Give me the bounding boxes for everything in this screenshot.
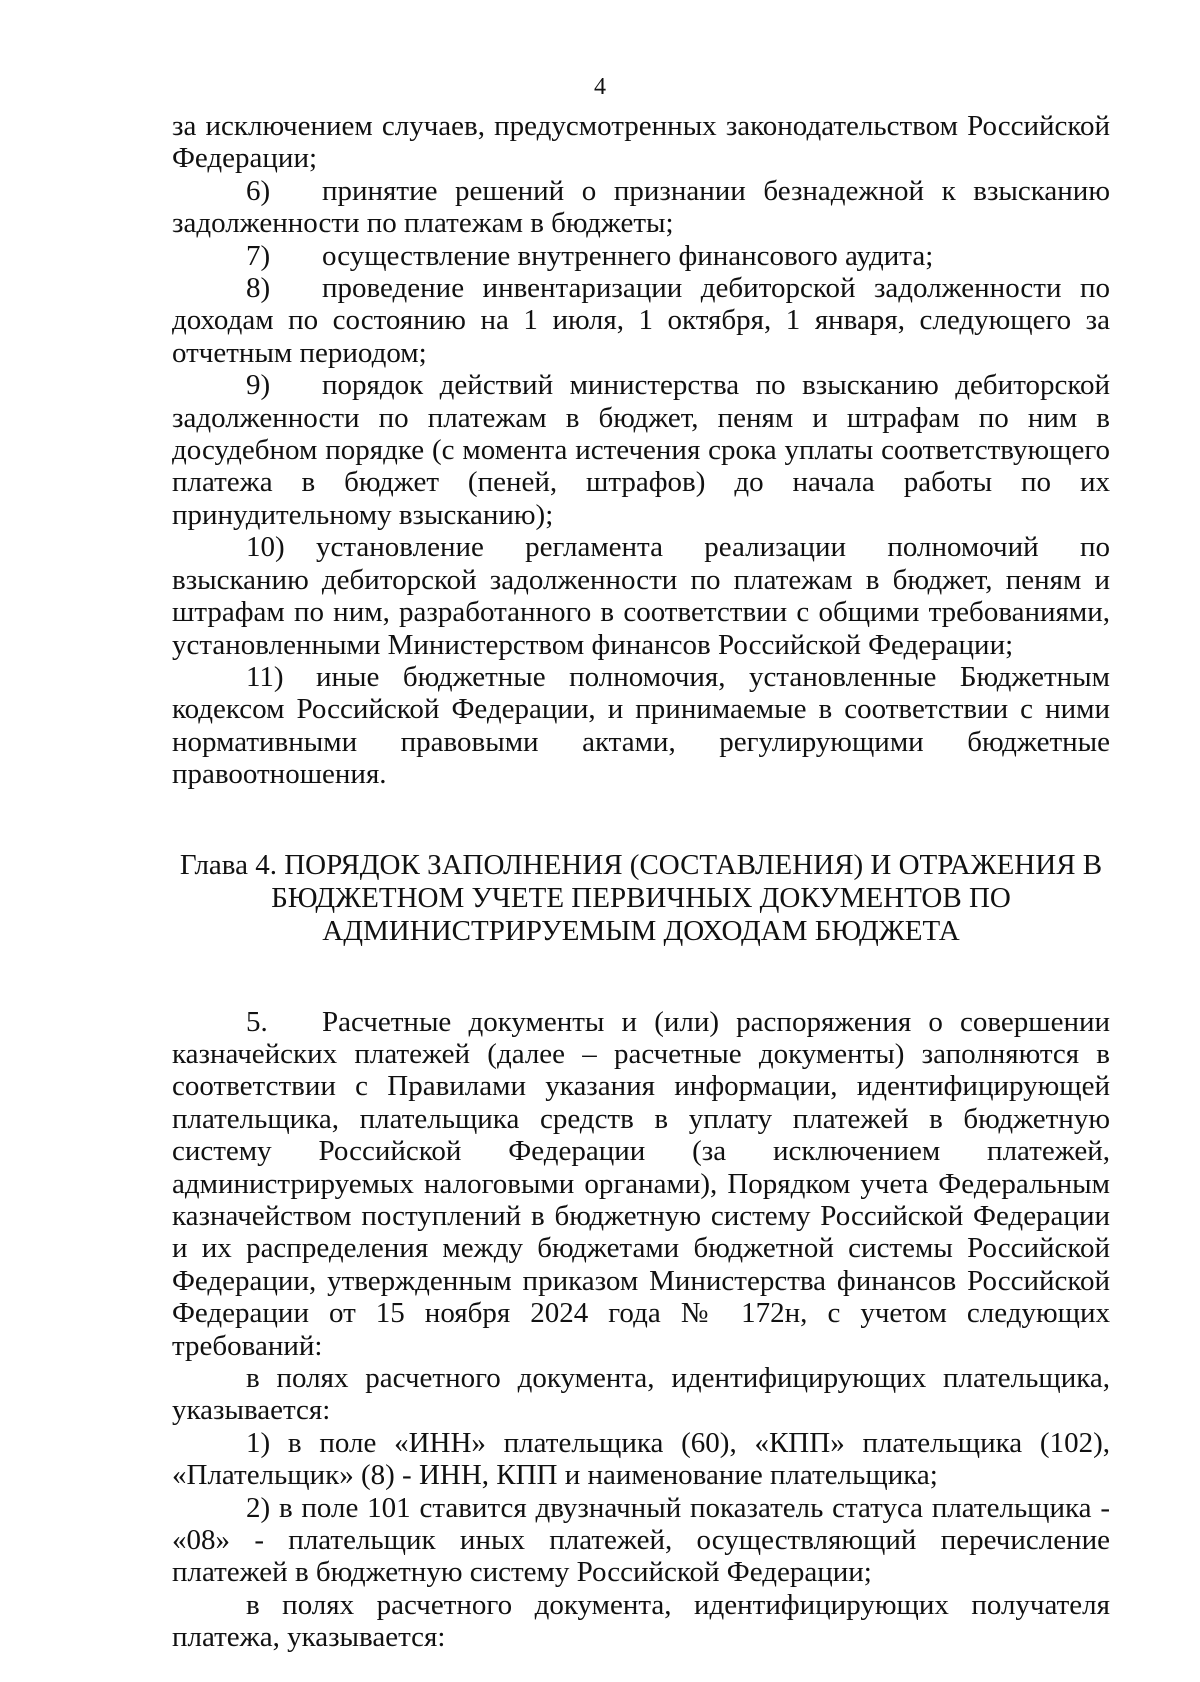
item-text: порядок действий министерства по взысканию дебиторской задолженности по платежам в бюджет, пеням и штрафам по ним в досудебном порядке (с момента истечения срока уплаты соответствующего платежа в бюджет (пеней, штрафов) до начала работы по их принудительному взысканию); xyxy=(172,369,1110,531)
item-number: 7) xyxy=(246,239,271,272)
item-number: 6) xyxy=(246,174,271,207)
item-text: осуществление внутреннего финансового аудита; xyxy=(322,239,934,272)
page-number: 4 xyxy=(594,74,606,100)
item-text: принятие решений о признании безнадежной к взысканию задолженности по платежам в бюджеты; xyxy=(172,174,1110,240)
clause-5 xyxy=(172,1006,1110,1362)
list-item-7 xyxy=(172,240,1110,272)
recipient-fields-intro: в полях расчетного документа, идентифицирующих получателя платежа, указывается: xyxy=(172,1588,1110,1654)
clause-text: Расчетные документы и (или) распоряжения о совершении казначейских платежей (далее – расчетные документы) заполняются в соответствии с Правилами указания информации, идентифицирующей плательщика, плательщика средств в уплату платежей в бюджетную систему Российской Федерации (за исключением платежей, администрируемых налоговыми органами), Порядком учета Федеральным казначейством поступлений в бюджетную систему Российской Федерации и их распределения между бюджетами бюджетной системы Российской Федерации, утвержденным приказом Министерства финансов Российской Федерации от 15 ноября 2024 года № 172н, с учетом следующих требований: xyxy=(172,1005,1110,1362)
payer-field-item-1: 1) в поле «ИНН» плательщика (60), «КПП» плательщика (102), «Плательщик» (8) - ИНН, КПП и наименование плательщика; xyxy=(172,1426,1110,1492)
item-number: 11) xyxy=(246,660,284,693)
item-text: установление регламента реализации полномочий по взысканию дебиторской задолженности по платежам в бюджет, пеням и штрафам по ним, разработанного в соответствии с общими требованиями, установленными Министерством финансов Российской Федерации; xyxy=(172,531,1110,661)
list-item-6 xyxy=(172,175,1110,240)
chapter-heading-line-3: АДМИНИСТРИРУЕМЫМ ДОХОДАМ БЮДЖЕТА xyxy=(322,914,960,947)
chapter-heading xyxy=(172,849,1110,948)
list-item-9 xyxy=(172,369,1110,531)
item-number: 8) xyxy=(246,272,271,305)
item-text: иные бюджетные полномочия, установленные Бюджетным кодексом Российской Федерации, и принимаемые в соответствии с ними нормативными правовыми актами, регулирующими бюджетные правоотношения. xyxy=(172,660,1110,791)
paragraph-continuation: за исключением случаев, предусмотренных законодательством Российской Федерации; xyxy=(172,110,1110,175)
item-text: проведение инвентаризации дебиторской задолженности по доходам по состоянию на 1 июля, 1 октября, 1 января, следующего за отчетным периодом; xyxy=(172,272,1110,369)
chapter-heading-line-2: БЮДЖЕТНОМ УЧЕТЕ ПЕРВИЧНЫХ ДОКУМЕНТОВ ПО xyxy=(271,881,1011,914)
chapter-heading-line-1: Глава 4. ПОРЯДОК ЗАПОЛНЕНИЯ (СОСТАВЛЕНИЯ) И ОТРАЖЕНИЯ В xyxy=(179,848,1103,881)
item-number: 9) xyxy=(246,369,271,402)
list-item-8 xyxy=(172,272,1110,369)
clause-number: 5. xyxy=(246,1005,268,1038)
payer-field-item-2: 2) в поле 101 ставится двузначный показатель статуса плательщика - «08» - плательщик иных платежей, осуществляющий перечисление платежей в бюджетную систему Российской Федерации; xyxy=(172,1491,1110,1589)
payer-fields-intro: в полях расчетного документа, идентифицирующих плательщика, указывается: xyxy=(172,1362,1110,1427)
document-body xyxy=(172,110,1110,1654)
item-number: 10) xyxy=(246,531,285,564)
list-item-10 xyxy=(172,531,1110,661)
list-item-11 xyxy=(172,661,1110,791)
